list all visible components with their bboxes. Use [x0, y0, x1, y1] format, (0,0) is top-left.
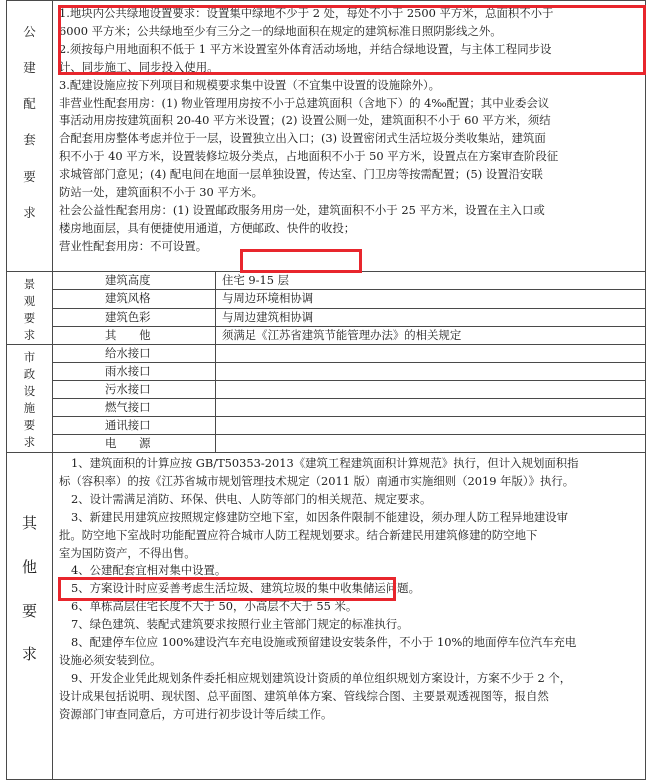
label-char: 求	[23, 328, 36, 342]
public-line: 2.须按每户用地面积不低于 1 平方米设置室外体育活动场地，并结合绿地设置，与主体工程同步设	[59, 41, 552, 56]
planning-conditions-document	[6, 0, 646, 721]
label-char: 公	[23, 24, 36, 39]
label-char: 套	[23, 132, 36, 148]
other-requirements-row	[7, 453, 646, 780]
municipal-value	[216, 345, 646, 363]
other-line: 批。防空地下室战时功能配置应符合城市人防工程规划要求。结合新建民用建筑修建的防空地下	[59, 527, 538, 542]
public-line: 3.配建设施应按下列项目和规模要求集中设置（不宜集中设置的设施除外）。	[59, 77, 441, 92]
other-requirements-label	[7, 453, 53, 780]
public-line: 合配套用房整体考虑并位于一层，设置独立出入口；(3) 设置密闭式生活垃圾分类收集站，建筑面	[59, 131, 546, 146]
landscape-value: 与周边环境相协调	[216, 290, 646, 308]
landscape-row	[7, 308, 646, 326]
landscape-key: 其 他	[53, 326, 216, 344]
landscape-row	[7, 272, 646, 290]
other-line: 3、新建民用建筑应按照规定修建防空地下室，如因条件限制不能建设，须办理人防工程异地建设审	[71, 509, 569, 524]
label-char: 建	[23, 60, 36, 76]
label-char: 求	[21, 645, 37, 664]
public-line: 营业性配套用房：不可设置。	[59, 238, 208, 253]
landscape-row	[7, 290, 646, 308]
municipal-key: 给水接口	[53, 345, 216, 363]
landscape-row	[7, 326, 646, 344]
other-line: 1、建筑面积的计算应按 GB/T50353-2013《建筑工程建筑面积计算规范》执行，但计入规划面积指	[71, 456, 579, 470]
label-char: 要	[23, 168, 36, 184]
municipal-row	[7, 345, 646, 363]
other-line: 室为国防资产，不得出售。	[59, 545, 196, 560]
municipal-key: 燃气接口	[53, 399, 216, 417]
landscape-key: 建筑风格	[53, 290, 216, 308]
municipal-key: 污水接口	[53, 381, 216, 399]
public-line: 非营业性配套用房：(1) 物业管理用房按不小于总建筑面积（含地下）的 4‰配置；其中业委会议	[59, 95, 550, 110]
public-facilities-content	[53, 1, 646, 272]
landscape-value: 住宅 9-15 层	[216, 272, 646, 290]
requirements-table	[6, 0, 646, 780]
public-facilities-row	[7, 1, 646, 272]
other-line: 资源部门审查同意后，方可进行初步设计等后续工作。	[59, 706, 333, 721]
public-line: 积不小于 40 平方米，设置装修垃圾分类点，占地面积不小于 50 平方米，设置点在方案审查阶段征	[59, 149, 559, 164]
label-char: 其	[21, 514, 37, 532]
label-char: 要	[23, 418, 36, 432]
label-char: 施	[23, 401, 36, 415]
public-line: 计、同步施工、同步投入使用。	[59, 59, 219, 74]
other-line: 8、配建停车位应 100%建设汽车充电设施或预留建设安装条件，不小于 10%的地面停车位汽车充电	[71, 635, 577, 650]
other-line: 2、设计需满足消防、环保、供电、人防等部门的相关规范、规定要求。	[71, 491, 432, 506]
label-char: 景	[23, 277, 36, 291]
other-line: 设施必须安装到位。	[59, 652, 162, 667]
landscape-value: 须满足《江苏省建筑节能管理办法》的相关规定	[216, 326, 646, 344]
municipal-row	[7, 363, 646, 381]
label-char: 求	[23, 435, 36, 449]
municipal-row	[7, 381, 646, 399]
municipal-value	[216, 363, 646, 381]
municipal-key: 雨水接口	[53, 363, 216, 381]
label-char: 要	[21, 601, 37, 620]
label-char: 观	[23, 294, 36, 308]
public-line: 1.地块内公共绿地设置要求：设置集中绿地不少于 2 处，每处不小于 2500 平方米，总面积不小于	[59, 6, 554, 20]
other-line: 6、单栋高层住宅长度不大于 50，小高层不大于 55 米。	[71, 599, 358, 614]
landscape-key: 建筑高度	[53, 272, 216, 290]
label-char: 求	[23, 204, 36, 220]
municipal-key: 电 源	[53, 435, 216, 453]
municipal-label	[7, 345, 53, 453]
public-line: 楼房地面层，具有便捷使用通道，方便邮政、快件的收投；	[59, 220, 356, 235]
other-line: 9、开发企业凭此规划条件委托相应规划建筑设计资质的单位组织规划方案设计，方案不少于 2 个，	[71, 670, 572, 685]
label-char: 配	[23, 96, 36, 112]
other-line: 7、绿色建筑、装配式建筑要求按照行业主管部门规定的标准执行。	[71, 617, 409, 632]
public-line: 6000 平方米；公共绿地至少有三分之一的绿地面积在规定的建筑标准日照阴影线之外。	[59, 23, 502, 38]
public-line: 社会公益性配套用房：(1) 设置邮政服务用房一处，建筑面积不小于 25 平方米，设置在主入口或	[59, 202, 545, 217]
label-char: 要	[23, 311, 36, 325]
public-line: 求城管部门意见；(4) 配电间在地面一层单独设置，传达室、门卫房等按需配置；(5) 设置沿安联	[59, 167, 543, 182]
label-char: 设	[23, 384, 36, 398]
municipal-row	[7, 417, 646, 435]
landscape-label	[7, 272, 53, 345]
municipal-row	[7, 399, 646, 417]
municipal-value	[216, 435, 646, 453]
public-line: 事活动用房按建筑面积 20-40 平方米设置；(2) 设置公厕一处，建筑面积不小于 60 平方米，须结	[59, 113, 551, 128]
municipal-value	[216, 417, 646, 435]
public-facilities-label	[7, 1, 53, 272]
landscape-key: 建筑色彩	[53, 308, 216, 326]
other-line: 标（容积率）的按《江苏省城市规划管理技术规定（2011 版）南通市实施细则（2019 年版）》执行。	[59, 473, 575, 488]
other-line: 设计成果包括说明、现状图、总平面图、建筑单体方案、管线综合图、主要景观透视图等，报自然	[59, 688, 549, 703]
other-line: 4、公建配套宜相对集中设置。	[71, 563, 227, 578]
municipal-value	[216, 381, 646, 399]
municipal-value	[216, 399, 646, 417]
label-char: 他	[21, 557, 37, 576]
label-char: 市	[23, 350, 36, 364]
municipal-key: 通讯接口	[53, 417, 216, 435]
municipal-row	[7, 435, 646, 453]
label-char: 政	[23, 367, 36, 381]
other-line: 5、方案设计时应妥善考虑生活垃圾、建筑垃圾的集中收集储运问题。	[71, 581, 420, 596]
other-requirements-content	[53, 453, 646, 780]
landscape-value: 与周边建筑相协调	[216, 308, 646, 326]
public-line: 防站一处，建筑面积不小于 30 平方米。	[59, 185, 263, 200]
